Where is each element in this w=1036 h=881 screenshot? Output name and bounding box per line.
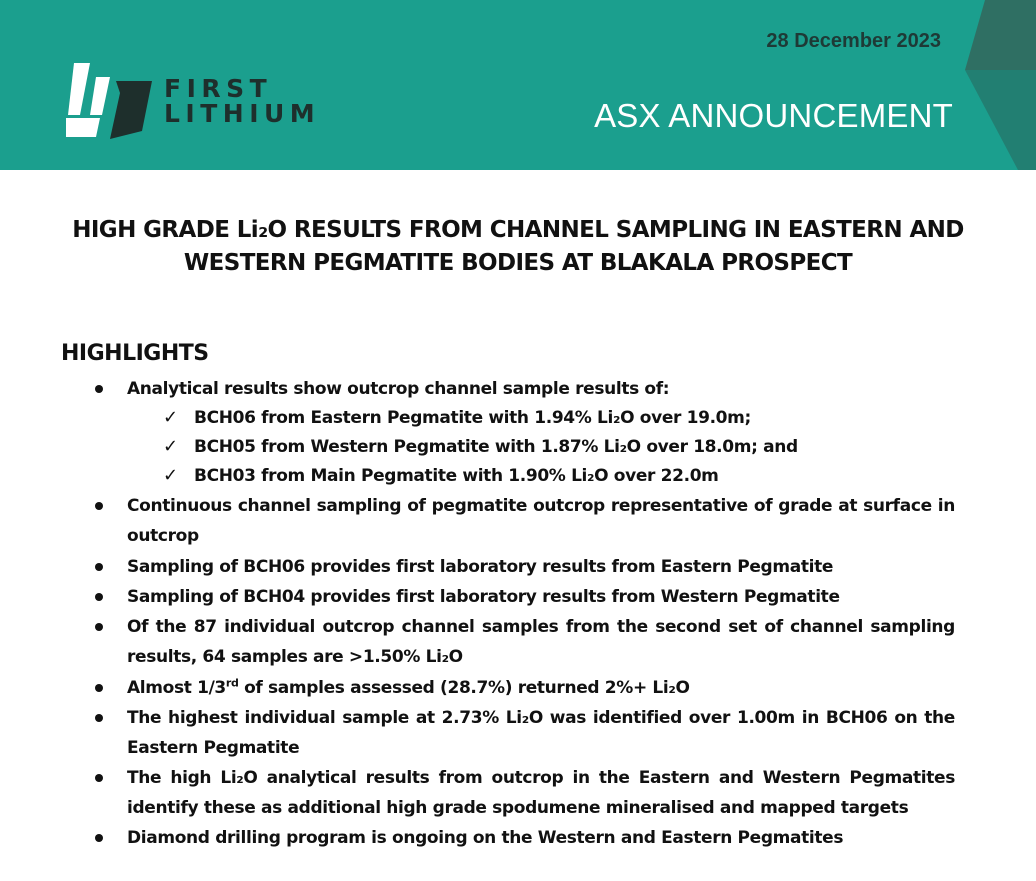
highlights-heading: HIGHLIGHTS (61, 341, 209, 366)
title-line-1: HIGH GRADE Li₂O RESULTS FROM CHANNEL SAMPLING IN EASTERN AND (72, 217, 964, 243)
bullet-icon (95, 714, 103, 722)
logo-wordmark (164, 76, 320, 126)
bullet-icon (95, 834, 103, 842)
bullet-icon (95, 563, 103, 571)
bullet-icon (95, 774, 103, 782)
bullet-icon (95, 502, 103, 510)
header-banner (0, 0, 1036, 170)
checkmark-icon: ✓ (163, 407, 178, 428)
bullet-icon (95, 684, 103, 692)
bullet-icon (95, 385, 103, 393)
logo-word-lithium: LITHIUM (164, 99, 321, 128)
document-title (40, 214, 996, 280)
logo-word-first: FIRST (164, 74, 273, 103)
asx-announcement-label: ASX ANNOUNCEMENT (594, 97, 953, 134)
title-line-2: WESTERN PEGMATITE BODIES AT BLAKALA PROSPECT (183, 250, 853, 276)
first-lithium-logo-icon (66, 63, 156, 141)
bullet-icon (95, 593, 103, 601)
checkmark-icon: ✓ (163, 465, 178, 486)
checkmark-icon: ✓ (163, 436, 178, 457)
announcement-date: 28 December 2023 (766, 30, 941, 52)
bullet-icon (95, 623, 103, 631)
